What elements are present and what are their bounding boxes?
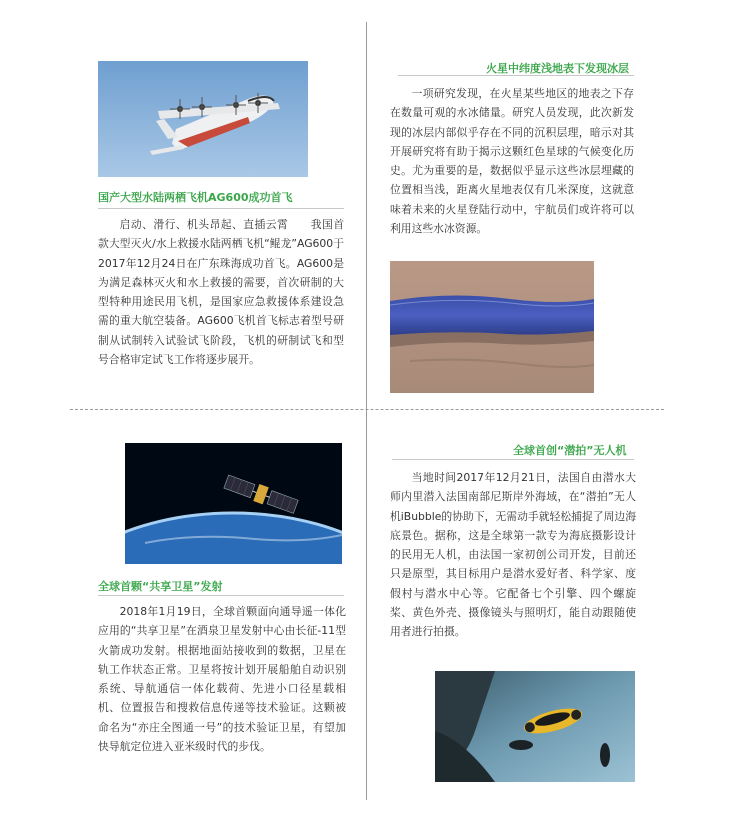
title-underline xyxy=(398,75,634,76)
article-body: 2018年1月19日，全球首颗面向通导遥一体化应用的“共享卫星”在酒泉卫星发射中心由长征-11型火箭成功发射。根据地面站接收到的数据，卫星在轨工作状态正常。卫星将按计划开展船舶自动识别系统、导航通信一体化载荷、先进小口径星载相机、位置报告和搜救信息传递等技术验证。这颗被命名为“亦庄全图通一号”的技术验证卫星，有望加快导航定位进入亚米级时代的步伐。 xyxy=(98,605,346,754)
vertical-divider xyxy=(366,22,367,800)
horizontal-divider xyxy=(70,409,664,410)
ibubble-drone-photo xyxy=(435,671,635,782)
article-title: 全球首创“潜拍”无人机 xyxy=(513,444,627,457)
article-body: 启动、滑行、机头昂起、直插云霄 我国首款大型灭火/水上救援水陆两栖飞机“鲲龙”AG600于2017年12月24日在广东珠海成功首飞。AG600是为满足森林灭火和水上救援的需要，首次研制的大型特种用途民用飞机，是国家应急救援体系建设急需的重大航空装备。AG600飞机首飞标志着型号研制从试制转入试验试飞阶段，飞机的研制试飞和型号合格审定试飞工作将逐步展开。 xyxy=(98,218,344,367)
title-underline xyxy=(98,208,344,209)
article-body: 一项研究发现，在火星某些地区的地表之下存在数量可观的水冰储量。研究人员发现，此次新发现的冰层内部似乎存在不同的沉积层理，暗示对其开展研究将有助于揭示这颗红色星球的气候变化历史。尤为重要的是，数据似乎显示这些冰层埋藏的位置相当浅，距离火星地表仅有几米深度，这就意味着未来的火星登陆行动中，宇航员们或许将可以利用这些水冰资源。 xyxy=(390,87,634,236)
article-title: 全球首颗“共享卫星”发射 xyxy=(98,580,223,593)
article-title: 火星中纬度浅地表下发现冰层 xyxy=(486,62,629,75)
article-body: 当地时间2017年12月21日，法国自由潜水大师内里潜入法国南部尼斯岸外海域，在“潜拍”无人机iBubble的协助下，无需动手就轻松捕捉了周边海底景色。据称，这是全球第一款专为海底摄影设计的民用无人机，由法国一家初创公司开发，目前还只是原型，其目标用户是潜水爱好者、科学家、度假村与潜水中心等。它配备七个引擎、四个螺旋桨、黄色外壳、摄像镜头与照明灯，能自动跟随使用者进行拍摄。 xyxy=(390,471,636,639)
mars-ice-photo xyxy=(390,261,594,393)
ag600-photo xyxy=(98,61,308,177)
title-underline xyxy=(392,459,634,460)
title-underline xyxy=(98,595,344,596)
satellite-photo xyxy=(125,443,342,564)
article-title: 国产大型水陆两栖飞机AG600成功首飞 xyxy=(98,191,293,204)
